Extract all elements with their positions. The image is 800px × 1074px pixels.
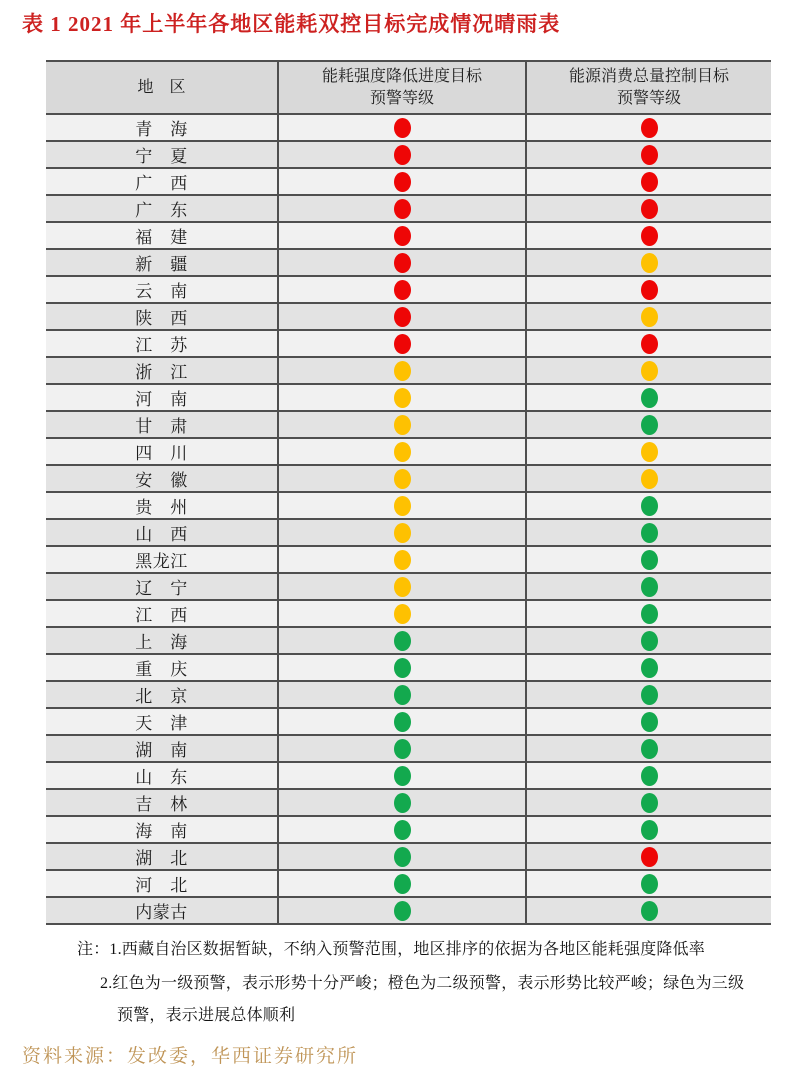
table-row xyxy=(46,250,771,277)
green-status-dot xyxy=(641,901,658,921)
total-status-cell xyxy=(525,790,771,815)
orange-status-dot xyxy=(394,415,411,435)
region-name: 新 疆 xyxy=(135,255,188,274)
intensity-status-cell xyxy=(277,709,525,734)
green-status-dot xyxy=(641,712,658,732)
table-row xyxy=(46,763,771,790)
table-row xyxy=(46,898,771,925)
region-name: 福 建 xyxy=(135,228,188,247)
total-status-cell xyxy=(525,169,771,194)
table-row xyxy=(46,547,771,574)
red-status-dot xyxy=(394,199,411,219)
region-name: 浙 江 xyxy=(135,363,188,382)
intensity-status-cell xyxy=(277,655,525,680)
table-row xyxy=(46,601,771,628)
total-status-cell xyxy=(525,331,771,356)
red-status-dot xyxy=(641,847,658,867)
orange-status-dot xyxy=(394,388,411,408)
intensity-status-cell xyxy=(277,466,525,491)
header-total-line2: 预警等级 xyxy=(616,89,681,107)
total-status-cell xyxy=(525,385,771,410)
table-row xyxy=(46,466,771,493)
region-name: 北 京 xyxy=(135,687,188,706)
total-status-cell xyxy=(525,655,771,680)
intensity-status-cell xyxy=(277,412,525,437)
region-name: 重 庆 xyxy=(135,660,188,679)
region-name: 贵 州 xyxy=(135,498,188,517)
intensity-status-cell xyxy=(277,898,525,923)
green-status-dot xyxy=(641,631,658,651)
total-status-cell xyxy=(525,277,771,302)
region-name: 吉 林 xyxy=(135,795,188,814)
total-status-cell xyxy=(525,115,771,140)
table-row xyxy=(46,844,771,871)
total-status-cell xyxy=(525,358,771,383)
orange-status-dot xyxy=(394,550,411,570)
region-name: 湖 北 xyxy=(135,849,188,868)
green-status-dot xyxy=(641,577,658,597)
intensity-status-cell xyxy=(277,385,525,410)
region-name: 安 徽 xyxy=(135,471,188,490)
region-name: 内蒙古 xyxy=(135,903,188,922)
region-name: 陕 西 xyxy=(135,309,188,328)
region-name: 海 南 xyxy=(135,822,188,841)
orange-status-dot xyxy=(394,442,411,462)
intensity-status-cell xyxy=(277,817,525,842)
red-status-dot xyxy=(394,172,411,192)
table-row xyxy=(46,493,771,520)
table-row xyxy=(46,304,771,331)
red-status-dot xyxy=(641,226,658,246)
total-status-cell xyxy=(525,196,771,221)
intensity-status-cell xyxy=(277,304,525,329)
total-status-cell xyxy=(525,817,771,842)
red-status-dot xyxy=(394,118,411,138)
orange-status-dot xyxy=(641,253,658,273)
red-status-dot xyxy=(641,199,658,219)
table-row xyxy=(46,790,771,817)
red-status-dot xyxy=(394,280,411,300)
total-status-cell xyxy=(525,304,771,329)
green-status-dot xyxy=(641,388,658,408)
note-line-2: 2.红色为一级预警，表示形势十分严峻；橙色为二级预警，表示形势比较严峻；绿色为三级 xyxy=(100,975,745,992)
total-status-cell xyxy=(525,628,771,653)
red-status-dot xyxy=(394,145,411,165)
intensity-status-cell xyxy=(277,142,525,167)
table-row xyxy=(46,439,771,466)
orange-status-dot xyxy=(641,307,658,327)
intensity-status-cell xyxy=(277,520,525,545)
region-name: 江 苏 xyxy=(135,336,188,355)
total-status-cell xyxy=(525,439,771,464)
header-total-line1: 能源消费总量控制目标 xyxy=(568,67,729,85)
intensity-status-cell xyxy=(277,196,525,221)
table-row xyxy=(46,223,771,250)
red-status-dot xyxy=(394,226,411,246)
green-status-dot xyxy=(394,766,411,786)
green-status-dot xyxy=(394,712,411,732)
region-name: 天 津 xyxy=(135,714,188,733)
green-status-dot xyxy=(641,496,658,516)
intensity-status-cell xyxy=(277,790,525,815)
green-status-dot xyxy=(641,658,658,678)
orange-status-dot xyxy=(394,577,411,597)
total-status-cell xyxy=(525,223,771,248)
region-name: 甘 肃 xyxy=(135,417,188,436)
green-status-dot xyxy=(394,901,411,921)
red-status-dot xyxy=(394,307,411,327)
green-status-dot xyxy=(394,874,411,894)
intensity-status-cell xyxy=(277,871,525,896)
table-row xyxy=(46,682,771,709)
table-row xyxy=(46,520,771,547)
total-status-cell xyxy=(525,682,771,707)
table-row xyxy=(46,331,771,358)
orange-status-dot xyxy=(641,361,658,381)
intensity-status-cell xyxy=(277,601,525,626)
intensity-status-cell xyxy=(277,250,525,275)
green-status-dot xyxy=(641,739,658,759)
intensity-status-cell xyxy=(277,844,525,869)
table-row xyxy=(46,817,771,844)
region-name: 湖 南 xyxy=(135,741,188,760)
total-status-cell xyxy=(525,493,771,518)
header-region xyxy=(46,62,277,113)
intensity-status-cell xyxy=(277,682,525,707)
table-row xyxy=(46,196,771,223)
intensity-status-cell xyxy=(277,169,525,194)
region-name: 广 西 xyxy=(135,174,188,193)
region-name: 河 南 xyxy=(135,390,188,409)
region-name: 山 东 xyxy=(135,768,188,787)
region-name: 广 东 xyxy=(135,201,188,220)
green-status-dot xyxy=(641,604,658,624)
table-row xyxy=(46,385,771,412)
data-source-line: 资料来源：发改委，华西证券研究所 xyxy=(22,1046,359,1067)
note-line-1: 注：1.西藏自治区数据暂缺，不纳入预警范围，地区排序的依据为各地区能耗强度降低率 xyxy=(77,941,706,958)
region-name: 江 西 xyxy=(135,606,188,625)
region-name: 辽 宁 xyxy=(135,579,188,598)
orange-status-dot xyxy=(641,442,658,462)
table-row xyxy=(46,412,771,439)
green-status-dot xyxy=(394,685,411,705)
table-header-row xyxy=(46,62,771,115)
total-status-cell xyxy=(525,142,771,167)
total-status-cell xyxy=(525,520,771,545)
orange-status-dot xyxy=(394,496,411,516)
region-name: 黑龙江 xyxy=(135,552,188,571)
total-status-cell xyxy=(525,466,771,491)
green-status-dot xyxy=(394,820,411,840)
region-name: 四 川 xyxy=(135,444,188,463)
header-intensity-line1: 能耗强度降低进度目标 xyxy=(321,67,482,85)
intensity-status-cell xyxy=(277,439,525,464)
green-status-dot xyxy=(641,793,658,813)
table-row xyxy=(46,736,771,763)
table-body xyxy=(46,115,771,925)
region-name: 山 西 xyxy=(135,525,188,544)
orange-status-dot xyxy=(394,604,411,624)
green-status-dot xyxy=(641,820,658,840)
green-status-dot xyxy=(641,550,658,570)
table-row xyxy=(46,709,771,736)
orange-status-dot xyxy=(394,523,411,543)
total-status-cell xyxy=(525,736,771,761)
header-intensity-target xyxy=(277,62,525,113)
table-row xyxy=(46,628,771,655)
intensity-status-cell xyxy=(277,493,525,518)
green-status-dot xyxy=(641,874,658,894)
total-status-cell xyxy=(525,250,771,275)
total-status-cell xyxy=(525,601,771,626)
table-title: 表 1 2021 年上半年各地区能耗双控目标完成情况晴雨表 xyxy=(22,12,561,36)
total-status-cell xyxy=(525,763,771,788)
table-row xyxy=(46,358,771,385)
red-status-dot xyxy=(641,334,658,354)
green-status-dot xyxy=(394,793,411,813)
green-status-dot xyxy=(641,415,658,435)
total-status-cell xyxy=(525,898,771,923)
total-status-cell xyxy=(525,844,771,869)
intensity-status-cell xyxy=(277,358,525,383)
green-status-dot xyxy=(394,658,411,678)
intensity-status-cell xyxy=(277,574,525,599)
total-status-cell xyxy=(525,547,771,572)
red-status-dot xyxy=(641,118,658,138)
orange-status-dot xyxy=(394,469,411,489)
total-status-cell xyxy=(525,871,771,896)
orange-status-dot xyxy=(394,361,411,381)
green-status-dot xyxy=(394,847,411,867)
table-row xyxy=(46,655,771,682)
table-row xyxy=(46,871,771,898)
intensity-status-cell xyxy=(277,277,525,302)
total-status-cell xyxy=(525,709,771,734)
table-row xyxy=(46,574,771,601)
intensity-status-cell xyxy=(277,628,525,653)
header-region-label: 地 区 xyxy=(137,78,186,96)
green-status-dot xyxy=(641,685,658,705)
total-status-cell xyxy=(525,574,771,599)
table-row xyxy=(46,277,771,304)
header-intensity-line2: 预警等级 xyxy=(369,89,434,107)
green-status-dot xyxy=(394,739,411,759)
intensity-status-cell xyxy=(277,736,525,761)
red-status-dot xyxy=(641,172,658,192)
red-status-dot xyxy=(394,334,411,354)
intensity-status-cell xyxy=(277,547,525,572)
green-status-dot xyxy=(641,766,658,786)
note-line-3: 预警，表示进展总体顺利 xyxy=(117,1007,296,1024)
orange-status-dot xyxy=(641,469,658,489)
intensity-status-cell xyxy=(277,115,525,140)
table-row xyxy=(46,169,771,196)
red-status-dot xyxy=(394,253,411,273)
green-status-dot xyxy=(641,523,658,543)
dual-control-status-table xyxy=(46,60,771,925)
red-status-dot xyxy=(641,145,658,165)
total-status-cell xyxy=(525,412,771,437)
region-name: 河 北 xyxy=(135,876,188,895)
header-total-target xyxy=(525,62,771,113)
table-row xyxy=(46,115,771,142)
intensity-status-cell xyxy=(277,223,525,248)
region-name: 青 海 xyxy=(135,120,188,139)
red-status-dot xyxy=(641,280,658,300)
region-name: 云 南 xyxy=(135,282,188,301)
region-name: 上 海 xyxy=(135,633,188,652)
region-name: 宁 夏 xyxy=(135,147,188,166)
intensity-status-cell xyxy=(277,763,525,788)
intensity-status-cell xyxy=(277,331,525,356)
table-row xyxy=(46,142,771,169)
green-status-dot xyxy=(394,631,411,651)
